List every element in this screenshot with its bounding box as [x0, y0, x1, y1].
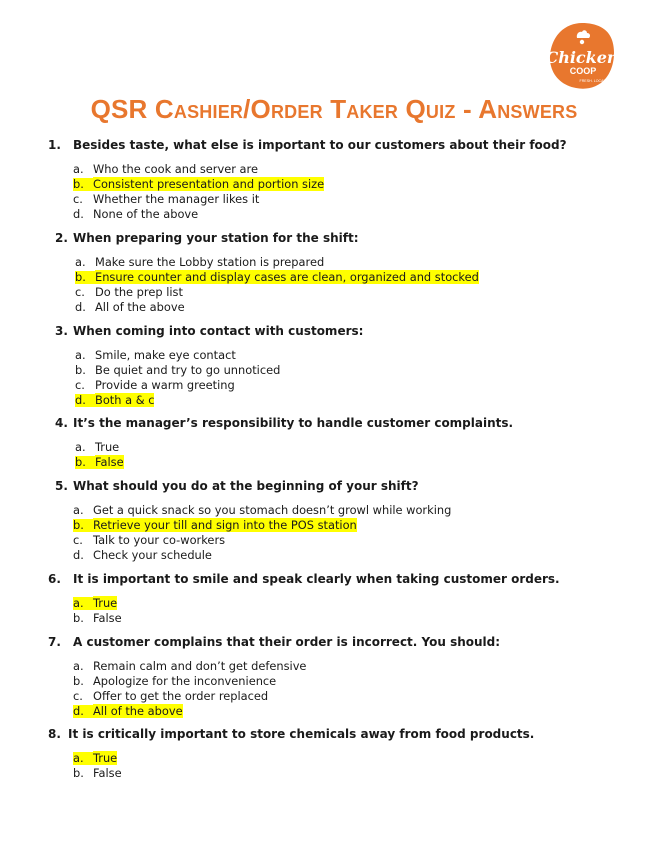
option-letter: b.	[73, 518, 84, 532]
option-letter: d.	[73, 548, 84, 562]
option-letter: c.	[75, 378, 85, 392]
question-6	[0, 572, 668, 626]
chicken-coop-logo	[546, 20, 618, 92]
answer-options	[0, 440, 668, 470]
answer-options	[0, 162, 668, 222]
question-number: 8.	[48, 727, 61, 741]
correct-answer-option	[0, 270, 668, 285]
option-text: Check your schedule	[93, 548, 212, 562]
answer-option	[0, 674, 668, 689]
option-letter: b.	[73, 177, 84, 191]
option-letter: c.	[75, 285, 85, 299]
question-number: 5.	[55, 479, 68, 493]
option-text: Offer to get the order replaced	[93, 689, 269, 703]
answer-option	[0, 162, 668, 177]
logo-subword: COOP	[569, 66, 597, 76]
answer-options	[0, 255, 668, 315]
option-letter: b.	[75, 363, 86, 377]
correct-answer-option	[0, 751, 668, 766]
option-text: Smile, make eye contact	[95, 348, 236, 362]
option-text: True	[93, 596, 118, 610]
answer-option	[0, 611, 668, 626]
answer-options	[0, 503, 668, 563]
correct-answer-option	[0, 177, 668, 192]
option-text: Talk to your co-workers	[93, 533, 226, 547]
question-text: When preparing your station for the shift:	[73, 231, 359, 245]
correct-answer-option	[0, 596, 668, 611]
question-heading	[0, 635, 668, 653]
page-title: QSR Cashier/Order Taker Quiz - Answers	[90, 94, 578, 124]
option-text: True	[95, 440, 120, 454]
option-letter: c.	[73, 192, 83, 206]
answer-option	[0, 363, 668, 378]
question-heading	[0, 727, 668, 745]
option-text: Be quiet and try to go unnoticed	[95, 363, 281, 377]
question-number: 4.	[55, 416, 68, 430]
correct-answer-option	[0, 455, 668, 470]
answer-option	[0, 533, 668, 548]
option-letter: d.	[73, 704, 84, 718]
answer-option	[0, 659, 668, 674]
answer-option	[0, 378, 668, 393]
question-heading	[0, 572, 668, 590]
question-text: It is critically important to store chemicals away from food products.	[68, 727, 535, 741]
question-text: Besides taste, what else is important to our customers about their food?	[73, 138, 567, 152]
question-number: 3.	[55, 324, 68, 338]
option-letter: b.	[75, 270, 86, 284]
option-text: False	[93, 611, 122, 625]
option-letter: a.	[75, 255, 86, 269]
option-text: All of the above	[93, 704, 183, 718]
question-1	[0, 138, 668, 222]
question-7	[0, 635, 668, 719]
option-text: False	[95, 455, 124, 469]
question-heading	[0, 324, 668, 342]
answer-options	[0, 659, 668, 719]
option-letter: c.	[73, 533, 83, 547]
option-letter: a.	[73, 659, 84, 673]
logo-tagline: FRESH. LOCAL.	[579, 79, 607, 83]
option-letter: d.	[75, 393, 86, 407]
question-text: It’s the manager’s responsibility to handle customer complaints.	[73, 416, 514, 430]
question-8	[0, 727, 668, 781]
option-text: Do the prep list	[95, 285, 183, 299]
answer-option	[0, 192, 668, 207]
answer-option	[0, 300, 668, 315]
question-5	[0, 479, 668, 563]
option-text: Who the cook and server are	[93, 162, 258, 176]
option-letter: b.	[73, 766, 84, 780]
question-text: It is important to smile and speak clearly when taking customer orders.	[73, 572, 560, 586]
answer-option	[0, 548, 668, 563]
question-number: 1.	[48, 138, 61, 152]
option-text: Get a quick snack so you stomach doesn’t growl while working	[93, 503, 452, 517]
question-text: When coming into contact with customers:	[73, 324, 364, 338]
option-text: True	[93, 751, 118, 765]
answer-option	[0, 255, 668, 270]
question-text: A customer complains that their order is incorrect. You should:	[73, 635, 501, 649]
option-text: Provide a warm greeting	[95, 378, 235, 392]
option-letter: a.	[73, 503, 84, 517]
option-text: None of the above	[93, 207, 199, 221]
option-letter: d.	[73, 207, 84, 221]
option-letter: a.	[73, 751, 84, 765]
option-text: Make sure the Lobby station is prepared	[95, 255, 325, 269]
answer-option	[0, 207, 668, 222]
option-letter: a.	[75, 440, 86, 454]
option-text: Both a & c	[95, 393, 155, 407]
option-text: Remain calm and don’t get defensive	[93, 659, 307, 673]
chicken-coop-logo-icon	[546, 20, 618, 92]
option-letter: a.	[73, 162, 84, 176]
logo-wordmark: Chicken	[546, 48, 618, 67]
answer-option	[0, 285, 668, 300]
option-text: Whether the manager likes it	[93, 192, 260, 206]
question-heading	[0, 416, 668, 434]
answer-option	[0, 503, 668, 518]
option-letter: b.	[73, 611, 84, 625]
question-heading	[0, 231, 668, 249]
question-heading	[0, 479, 668, 497]
question-heading	[0, 138, 668, 156]
option-letter: a.	[73, 596, 84, 610]
question-4	[0, 416, 668, 470]
option-letter: a.	[75, 348, 86, 362]
option-text: Apologize for the inconvenience	[93, 674, 277, 688]
answer-option	[0, 766, 668, 781]
question-3	[0, 324, 668, 408]
answer-option	[0, 348, 668, 363]
question-text: What should you do at the beginning of your shift?	[73, 479, 419, 493]
question-number: 6.	[48, 572, 61, 586]
option-letter: d.	[75, 300, 86, 314]
question-2	[0, 231, 668, 315]
correct-answer-option	[0, 704, 668, 719]
option-letter: b.	[75, 455, 86, 469]
correct-answer-option	[0, 393, 668, 408]
answer-options	[0, 751, 668, 781]
answer-option	[0, 689, 668, 704]
option-text: Consistent presentation and portion size	[93, 177, 325, 191]
correct-answer-option	[0, 518, 668, 533]
option-text: Retrieve your till and sign into the POS station	[93, 518, 357, 532]
option-text: Ensure counter and display cases are clean, organized and stocked	[95, 270, 479, 284]
answer-option	[0, 440, 668, 455]
option-letter: b.	[73, 674, 84, 688]
option-letter: c.	[73, 689, 83, 703]
answer-options	[0, 348, 668, 408]
answer-options	[0, 596, 668, 626]
option-text: All of the above	[95, 300, 185, 314]
question-number: 2.	[55, 231, 68, 245]
question-number: 7.	[48, 635, 61, 649]
option-text: False	[93, 766, 122, 780]
